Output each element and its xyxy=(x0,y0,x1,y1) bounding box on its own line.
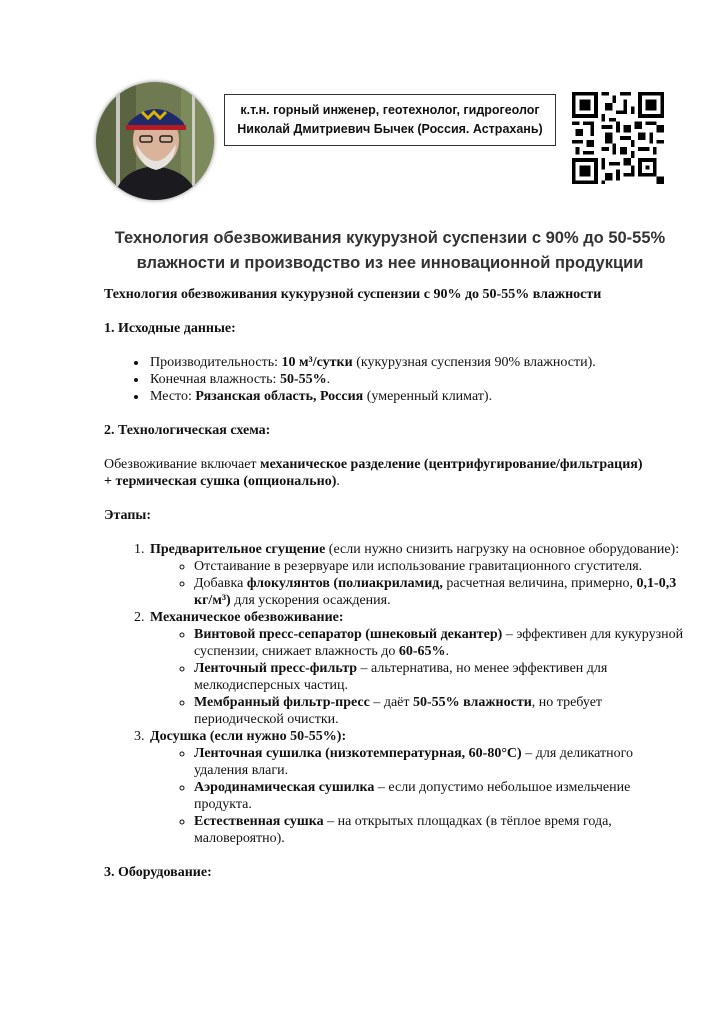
list-item: ◦ Аэродинамическая сушилка – если допустимо небольшое измельчение продукта. xyxy=(194,779,684,813)
section-2-heading: 2. Технологическая схема: xyxy=(104,423,271,438)
document-title xyxy=(100,226,680,276)
document-title-line1: Технология обезвоживания кукурузной суспензии с 90% до 50-55% xyxy=(114,229,666,247)
author-credentials: к.т.н. горный инженер, геотехнолог, гидрогеолог xyxy=(240,103,540,117)
stage-sublist xyxy=(150,626,684,728)
document-title-line2: влажности и производство из нее инновационной продукции xyxy=(136,254,644,272)
list-item: • Место: Рязанская область, Россия (умеренный климат). xyxy=(148,388,684,405)
document-body xyxy=(104,286,684,881)
qr-code-icon[interactable] xyxy=(572,92,664,184)
list-item: ◦ Естественная сушка – на открытых площадках (в тёплое время года, маловероятно). xyxy=(194,813,684,847)
list-item: • Конечная влажность: 50-55%. xyxy=(148,371,684,388)
stage-sublist xyxy=(150,558,684,609)
list-item: • Производительность: 10 м³/сутки (кукурузная суспензия 90% влажности). xyxy=(148,354,684,371)
stage-item: 1. Предварительное сгущение (если нужно снизить нагрузку на основное оборудование): ◦ Отстаивание в резервуаре или использование гравитационного сгустителя. ◦ Добавка флокулянтов (полиакриламид, расчетная величина, примерно, 0,1-0,3 кг/м³) для ускорения осаждения. xyxy=(148,541,684,609)
stage-item: 2. Механическое обезвоживание: ◦ Винтовой пресс-сепаратор (шнековый декантер) – эффективен для кукурузной суспензии, снижает влажность до 60-65%. ◦ Ленточный пресс-фильтр – альтернатива, но менее эффективен для мелкодисперсных частиц. ◦ Мембранный фильтр-пресс – даёт 50-55% влажности, но требует периодической очистки. xyxy=(148,609,684,728)
document-header xyxy=(0,0,724,200)
section-subtitle: Технология обезвоживания кукурузной суспензии с 90% до 50-55% влажности xyxy=(104,287,602,302)
author-photo-icon xyxy=(96,82,214,200)
list-item: ◦ Отстаивание в резервуаре или использование гравитационного сгустителя. xyxy=(194,558,684,575)
stage-item: 3. Досушка (если нужно 50-55%): ◦ Ленточная сушилка (низкотемпературная, 60-80°C) – для деликатного удаления влаги. ◦ Аэродинамическая сушилка – если допустимо небольшое измельчение продукта. ◦ Естественная сушка – на открытых площадках (в тёплое время года, маловероятно). xyxy=(148,728,684,847)
author-info-box xyxy=(224,94,556,146)
stage-sublist xyxy=(150,745,684,847)
list-item: ◦ Ленточный пресс-фильтр – альтернатива, но менее эффективен для мелкодисперсных частиц. xyxy=(194,660,684,694)
section-1-heading: 1. Исходные данные: xyxy=(104,321,236,336)
stages-list xyxy=(104,541,684,847)
initial-data-list xyxy=(104,354,684,405)
author-name: Николай Дмитриевич Бычек (Россия. Астрахань) xyxy=(237,122,543,136)
list-item: ◦ Ленточная сушилка (низкотемпературная, 60-80°C) – для деликатного удаления влаги. xyxy=(194,745,684,779)
stages-heading: Этапы: xyxy=(104,508,152,523)
section-2-text: Обезвоживание включает механическое разделение (центрифугирование/фильтрация) + термическая сушка (опционально). xyxy=(104,457,643,489)
list-item: ◦ Винтовой пресс-сепаратор (шнековый декантер) – эффективен для кукурузной суспензии, снижает влажность до 60-65%. xyxy=(194,626,684,660)
list-item: ◦ Добавка флокулянтов (полиакриламид, расчетная величина, примерно, 0,1-0,3 кг/м³) для ускорения осаждения. xyxy=(194,575,684,609)
author-photo xyxy=(96,82,214,200)
section-3-heading: 3. Оборудование: xyxy=(104,865,212,880)
list-item: ◦ Мембранный фильтр-пресс – даёт 50-55% влажности, но требует периодической очистки. xyxy=(194,694,684,728)
